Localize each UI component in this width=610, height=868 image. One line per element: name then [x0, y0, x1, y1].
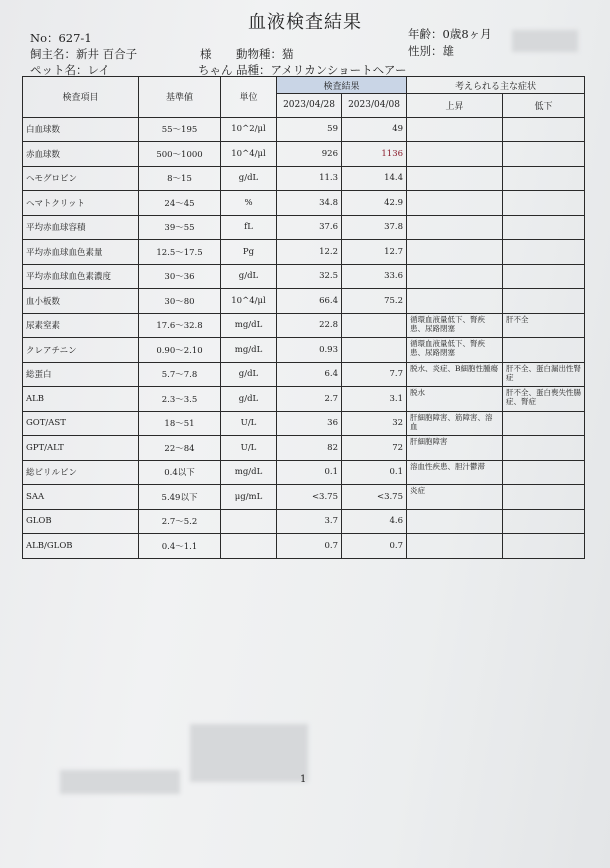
test-item-cell: 平均赤血球血色素量	[23, 240, 139, 265]
reference-cell: 8〜15	[139, 166, 221, 191]
reference-cell: 2.3〜3.5	[139, 387, 221, 412]
redacted-area	[60, 770, 180, 794]
increase-symptoms-cell: 循環血液量低下、腎疾患、尿路閉塞	[407, 313, 503, 338]
unit-cell: g/dL	[221, 166, 277, 191]
table-row	[23, 485, 585, 510]
table-row	[23, 191, 585, 216]
result-date-2-cell: 4.6	[342, 509, 407, 534]
unit-cell: μg/mL	[221, 485, 277, 510]
result-date-2-cell: 7.7	[342, 362, 407, 387]
reference-cell: 39〜55	[139, 215, 221, 240]
table-row	[23, 264, 585, 289]
decrease-symptoms-cell	[503, 485, 585, 510]
result-date-2-cell: 3.1	[342, 387, 407, 412]
decrease-symptoms-cell	[503, 509, 585, 534]
reference-cell: 500〜1000	[139, 142, 221, 167]
result-date-2-cell	[342, 338, 407, 363]
unit-cell: 10^4/μl	[221, 142, 277, 167]
test-item-cell: ALB	[23, 387, 139, 412]
table-row	[23, 215, 585, 240]
species: 動物種：猫	[236, 47, 294, 61]
decrease-symptoms-cell	[503, 264, 585, 289]
result-date-1-cell: 37.6	[277, 215, 342, 240]
pet-name: ペット名：レイ	[30, 63, 110, 77]
table-row	[23, 166, 585, 191]
unit-cell: g/dL	[221, 362, 277, 387]
result-date-2-cell: 0.1	[342, 460, 407, 485]
result-date-1-cell: 3.7	[277, 509, 342, 534]
result-date-1-cell: 0.1	[277, 460, 342, 485]
header-symptoms: 考えられる主な症状	[407, 77, 585, 94]
decrease-symptoms-cell: 肝不全、蛋白漏出性腎症	[503, 362, 585, 387]
results-table	[22, 76, 585, 559]
header-increase: 上昇	[407, 94, 503, 118]
unit-cell: 10^4/μl	[221, 289, 277, 314]
table-row	[23, 411, 585, 436]
unit-cell: U/L	[221, 436, 277, 461]
reference-cell: 0.4〜1.1	[139, 534, 221, 559]
result-date-2-cell: 14.4	[342, 166, 407, 191]
result-date-2-cell: 33.6	[342, 264, 407, 289]
decrease-symptoms-cell	[503, 411, 585, 436]
table-row	[23, 436, 585, 461]
decrease-symptoms-cell	[503, 460, 585, 485]
record-number: No：627-1	[30, 31, 92, 45]
owner-honorific: 様	[200, 47, 212, 61]
test-item-cell: SAA	[23, 485, 139, 510]
increase-symptoms-cell: 溶血性疾患、胆汁鬱滞	[407, 460, 503, 485]
test-item-cell: 総蛋白	[23, 362, 139, 387]
test-item-cell: GPT/ALT	[23, 436, 139, 461]
reference-cell: 55〜195	[139, 117, 221, 142]
unit-cell: mg/dL	[221, 460, 277, 485]
test-item-cell: 総ビリルビン	[23, 460, 139, 485]
table-row	[23, 240, 585, 265]
header-unit: 単位	[221, 77, 277, 118]
increase-symptoms-cell: 肝細胞障害、筋障害、溶血	[407, 411, 503, 436]
result-date-2-cell: 49	[342, 117, 407, 142]
table-row	[23, 387, 585, 412]
result-date-1-cell: 82	[277, 436, 342, 461]
reference-cell: 0.4以下	[139, 460, 221, 485]
result-date-1-cell: 34.8	[277, 191, 342, 216]
increase-symptoms-cell: 循環血液量低下、腎疾患、尿路閉塞	[407, 338, 503, 363]
reference-cell: 5.49以下	[139, 485, 221, 510]
result-date-1-cell: 66.4	[277, 289, 342, 314]
result-date-2-cell: 72	[342, 436, 407, 461]
result-date-2-cell: 37.8	[342, 215, 407, 240]
decrease-symptoms-cell	[503, 191, 585, 216]
redacted-area	[190, 724, 308, 782]
reference-cell: 18〜51	[139, 411, 221, 436]
result-date-1-cell: 926	[277, 142, 342, 167]
table-row	[23, 117, 585, 142]
increase-symptoms-cell: 脱水	[407, 387, 503, 412]
reference-cell: 0.90〜2.10	[139, 338, 221, 363]
unit-cell: %	[221, 191, 277, 216]
increase-symptoms-cell	[407, 534, 503, 559]
pet-age: 年齢：0歳8ヶ月	[408, 27, 492, 41]
test-item-cell: ヘモグロビン	[23, 166, 139, 191]
reference-cell: 22〜84	[139, 436, 221, 461]
unit-cell: g/dL	[221, 264, 277, 289]
reference-cell: 12.5〜17.5	[139, 240, 221, 265]
decrease-symptoms-cell	[503, 436, 585, 461]
test-item-cell: 平均赤血球容積	[23, 215, 139, 240]
result-date-2-cell: 32	[342, 411, 407, 436]
reference-cell: 24〜45	[139, 191, 221, 216]
test-item-cell: 平均赤血球血色素濃度	[23, 264, 139, 289]
test-item-cell: クレアチニン	[23, 338, 139, 363]
test-item-cell: 血小板数	[23, 289, 139, 314]
header-results: 検査結果	[277, 77, 407, 94]
unit-cell	[221, 534, 277, 559]
reference-cell: 17.6〜32.8	[139, 313, 221, 338]
reference-cell: 2.7〜5.2	[139, 509, 221, 534]
unit-cell: mg/dL	[221, 313, 277, 338]
increase-symptoms-cell	[407, 240, 503, 265]
table-row	[23, 338, 585, 363]
breed: 品種：アメリカンショートヘアー	[236, 63, 407, 77]
result-date-1-cell: 36	[277, 411, 342, 436]
result-date-2-cell: 75.2	[342, 289, 407, 314]
result-date-2-cell	[342, 313, 407, 338]
unit-cell	[221, 509, 277, 534]
redacted-area	[512, 30, 578, 52]
increase-symptoms-cell: 脱水、炎症、B細胞性腫瘍	[407, 362, 503, 387]
result-date-1-cell: 0.93	[277, 338, 342, 363]
decrease-symptoms-cell: 肝不全	[503, 313, 585, 338]
unit-cell: fL	[221, 215, 277, 240]
decrease-symptoms-cell	[503, 117, 585, 142]
table-row	[23, 509, 585, 534]
test-item-cell: 尿素窒素	[23, 313, 139, 338]
unit-cell: g/dL	[221, 387, 277, 412]
reference-cell: 5.7〜7.8	[139, 362, 221, 387]
header-date-2: 2023/04/08	[342, 94, 407, 118]
header-decrease: 低下	[503, 94, 585, 118]
increase-symptoms-cell: 肝細胞障害	[407, 436, 503, 461]
unit-cell: Pg	[221, 240, 277, 265]
decrease-symptoms-cell	[503, 534, 585, 559]
result-date-2-cell: <3.75	[342, 485, 407, 510]
increase-symptoms-cell	[407, 117, 503, 142]
header-reference: 基準値	[139, 77, 221, 118]
increase-symptoms-cell: 炎症	[407, 485, 503, 510]
table-row	[23, 289, 585, 314]
table-row	[23, 142, 585, 167]
unit-cell: 10^2/μl	[221, 117, 277, 142]
test-item-cell: ALB/GLOB	[23, 534, 139, 559]
result-date-1-cell: 6.4	[277, 362, 342, 387]
table-row	[23, 460, 585, 485]
pet-sex: 性別：雄	[408, 44, 454, 58]
unit-cell: mg/dL	[221, 338, 277, 363]
result-date-1-cell: 2.7	[277, 387, 342, 412]
result-date-1-cell: 12.2	[277, 240, 342, 265]
result-date-2-cell: 1136	[342, 142, 407, 167]
result-date-2-cell: 0.7	[342, 534, 407, 559]
decrease-symptoms-cell: 肝不全、蛋白喪失性腸症、腎症	[503, 387, 585, 412]
reference-cell: 30〜36	[139, 264, 221, 289]
decrease-symptoms-cell	[503, 215, 585, 240]
result-date-1-cell: 32.5	[277, 264, 342, 289]
header-date-1: 2023/04/28	[277, 94, 342, 118]
test-item-cell: ヘマトクリット	[23, 191, 139, 216]
increase-symptoms-cell	[407, 509, 503, 534]
decrease-symptoms-cell	[503, 289, 585, 314]
increase-symptoms-cell	[407, 142, 503, 167]
unit-cell: U/L	[221, 411, 277, 436]
test-item-cell: GLOB	[23, 509, 139, 534]
test-item-cell: 赤血球数	[23, 142, 139, 167]
owner-name: 飼主名：新井 百合子	[30, 47, 138, 61]
decrease-symptoms-cell	[503, 166, 585, 191]
result-date-1-cell: 11.3	[277, 166, 342, 191]
test-item-cell: 白血球数	[23, 117, 139, 142]
increase-symptoms-cell	[407, 191, 503, 216]
reference-cell: 30〜80	[139, 289, 221, 314]
table-row	[23, 313, 585, 338]
decrease-symptoms-cell	[503, 240, 585, 265]
decrease-symptoms-cell	[503, 338, 585, 363]
report-title: 血液検査結果	[248, 12, 362, 33]
increase-symptoms-cell	[407, 166, 503, 191]
page-number: 1	[300, 774, 307, 785]
table-row	[23, 362, 585, 387]
increase-symptoms-cell	[407, 264, 503, 289]
result-date-2-cell: 42.9	[342, 191, 407, 216]
header-test-item: 検査項目	[23, 77, 139, 118]
decrease-symptoms-cell	[503, 142, 585, 167]
result-date-1-cell: 22.8	[277, 313, 342, 338]
pet-honorific: ちゃん	[198, 63, 233, 77]
result-date-2-cell: 12.7	[342, 240, 407, 265]
table-row	[23, 534, 585, 559]
increase-symptoms-cell	[407, 289, 503, 314]
result-date-1-cell: <3.75	[277, 485, 342, 510]
result-date-1-cell: 59	[277, 117, 342, 142]
result-date-1-cell: 0.7	[277, 534, 342, 559]
increase-symptoms-cell	[407, 215, 503, 240]
test-item-cell: GOT/AST	[23, 411, 139, 436]
